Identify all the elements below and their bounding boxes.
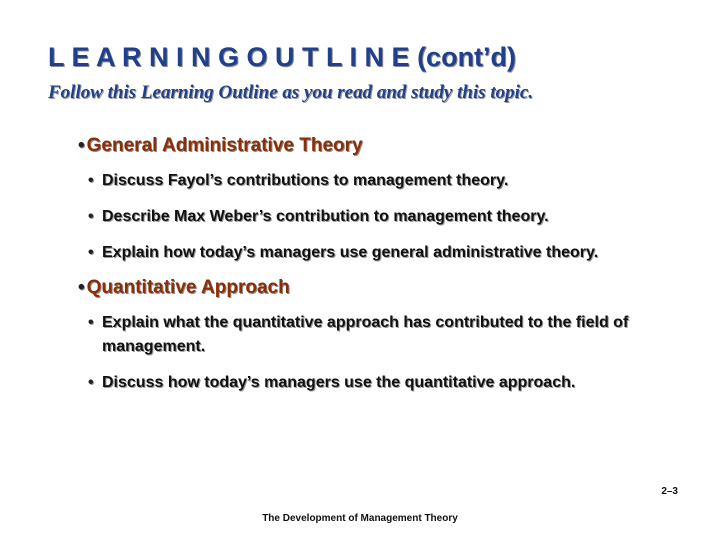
bullet-icon: • xyxy=(88,314,94,331)
outline-item-text: Discuss how today’s managers use the quantitative approach. xyxy=(102,374,576,391)
bullet-icon: • xyxy=(78,135,85,156)
outline-section-general-administrative xyxy=(78,135,678,265)
learning-outline xyxy=(78,135,678,407)
slide-title-main: L E A R N I N G O U T L I N E xyxy=(48,42,410,72)
bullet-icon: • xyxy=(88,172,94,189)
bullet-icon: • xyxy=(88,244,94,261)
slide-title-suffix: (cont’d) xyxy=(417,42,517,72)
outline-item xyxy=(88,205,678,229)
section-heading xyxy=(78,277,678,299)
outline-item-text: Explain what the quantitative approach has contributed to the field of management. xyxy=(102,314,629,355)
section-heading xyxy=(78,135,678,157)
outline-item xyxy=(88,311,678,359)
bullet-icon: • xyxy=(78,277,85,298)
section-heading-text: Quantitative Approach xyxy=(86,277,290,298)
bullet-icon: • xyxy=(88,208,94,225)
outline-item xyxy=(88,371,678,395)
slide-title xyxy=(48,42,516,73)
slide-subtitle: Follow this Learning Outline as you read and study this topic. xyxy=(48,82,534,103)
section-heading-text: General Administrative Theory xyxy=(86,135,363,156)
outline-item xyxy=(88,169,678,193)
outline-item-text: Discuss Fayol’s contributions to management theory. xyxy=(102,172,509,189)
outline-item-text: Describe Max Weber’s contribution to management theory. xyxy=(102,208,549,225)
page-number: 2–3 xyxy=(661,486,678,497)
footer-text: The Development of Management Theory xyxy=(262,513,458,524)
outline-section-quantitative xyxy=(78,277,678,395)
outline-item xyxy=(88,241,678,265)
outline-item-text: Explain how today’s managers use general administrative theory. xyxy=(102,244,599,261)
bullet-icon: • xyxy=(88,374,94,391)
